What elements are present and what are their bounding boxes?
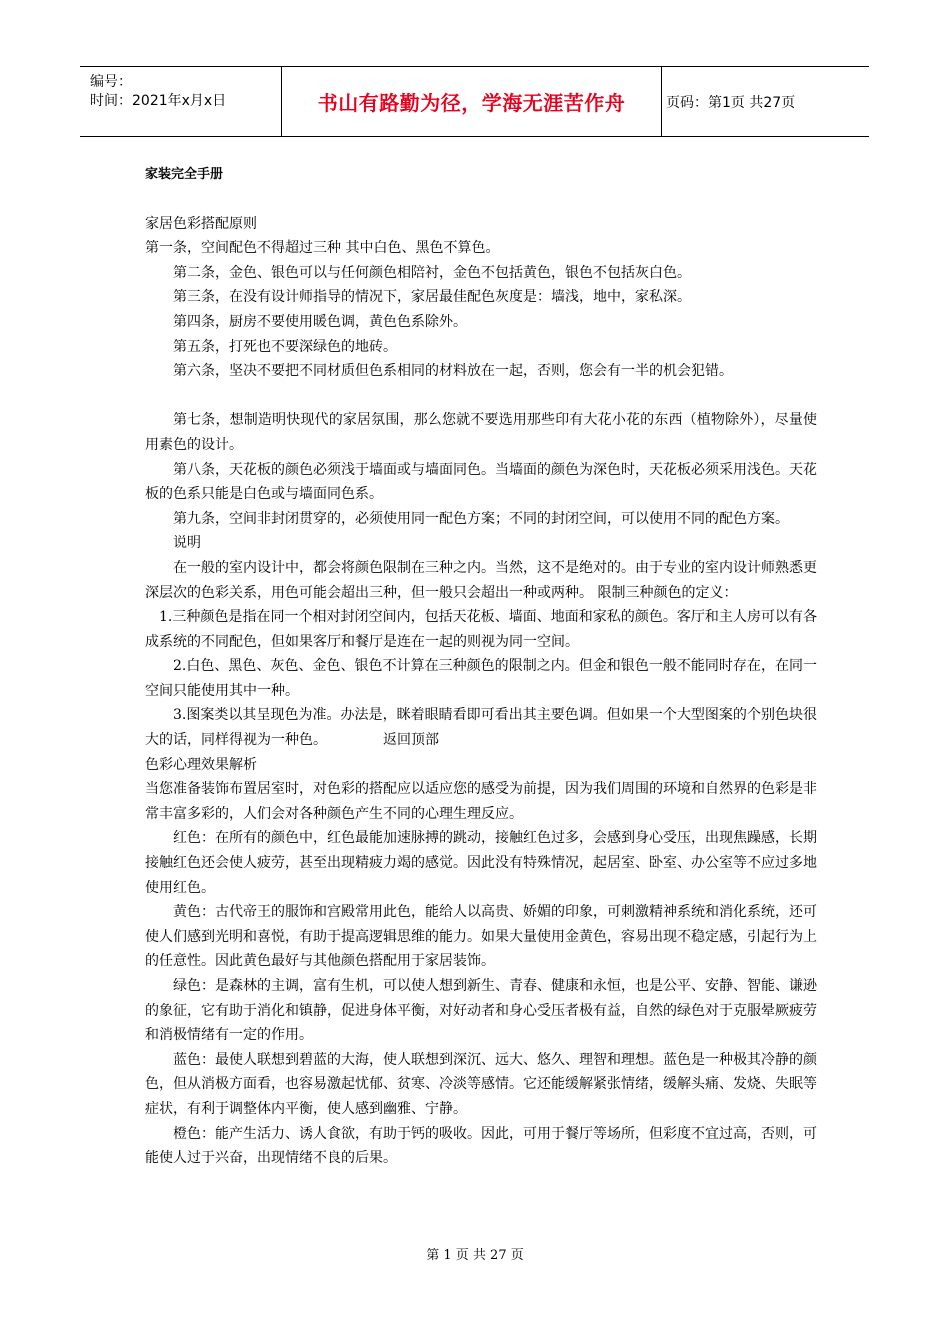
rule-1: 第一条，空间配色不得超过三种 其中白色、黑色不算色。 (145, 240, 500, 257)
definition-item-1: 1.三种颜色是指在同一个相对封闭空间内，包括天花板、墙面、地面和家私的颜色。客厅和主人房可以有各成系统的不同配色，但如果客厅和餐厅是连在一起的则视为同一空间。 (145, 609, 817, 650)
page-header (80, 66, 869, 137)
intro-paragraph: 当您准备装饰布置居室时，对色彩的搭配应以适应您的感受为前提，因为我们周围的环境和自然界的色彩是非常丰富多彩的，人们会对各种颜色产生不同的心理生理反应。 (145, 781, 817, 822)
back-to-top-link[interactable]: 返回顶部 (383, 732, 439, 749)
explain-title: 说明 (173, 535, 201, 552)
explain-paragraph: 在一般的室内设计中，都会将颜色限制在三种之内。当然，这不是绝对的。由于专业的室内设计师熟悉更深层次的色彩关系，用色可能会超出三种，但一般只会超出一种或两种。 限制三种颜色的定义： (145, 559, 817, 601)
header-motto: 书山有路勤为径，学海无涯苦作舟 (282, 67, 662, 136)
color-green-paragraph: 绿色：是森林的主调，富有生机，可以使人想到新生、青春、健康和永恒，也是公平、安静、智能、谦逊的象征，它有助于消化和镇静，促进身体平衡，对好动者和身心受压者极有益，自然的绿色对于克服晕厥疲劳和消极情绪有一定的作用。 (145, 978, 817, 1044)
rule-7: 第七条，想制造明快现代的家居氛围，那么您就不要选用那些印有大花小花的东西（植物除外），尽量使用素色的设计。 (145, 412, 817, 453)
doc-time-label: 时间：2021年x月x日 (90, 93, 227, 109)
blank-line (145, 384, 817, 409)
page-footer: 第 1 页 共 27 页 (426, 1248, 524, 1263)
document-body (145, 163, 817, 1171)
rule-9: 第九条，空间非封闭贯穿的，必须使用同一配色方案；不同的封闭空间，可以使用不同的配色方案。 (173, 510, 789, 527)
definition-item-3-text: 3.图案类以其呈现色为准。办法是，眯着眼睛看即可看出其主要色调。但如果一个大型图案的个别色块很大的话，同样得视为一种色。 (145, 707, 817, 749)
color-orange-paragraph: 橙色：能产生活力、诱人食欲，有助于钙的吸收。因此，可用于餐厅等场所，但彩度不宜过高，否则，可能使人过于兴奋，出现情绪不良的后果。 (145, 1125, 817, 1167)
rule-5: 第五条，打死也不要深绿色的地砖。 (173, 338, 397, 355)
definition-item-2: 2.白色、黑色、灰色、金色、银色不计算在三种颜色的限制之内。但金和银色一般不能同时存在，在同一空间只能使用其中一种。 (145, 658, 817, 699)
document-title: 家装完全手册 (145, 167, 224, 182)
section-title-2: 色彩心理效果解析 (145, 756, 257, 773)
section-title: 家居色彩搭配原则 (145, 215, 257, 232)
rule-6: 第六条，坚决不要把不同材质但色系相同的材料放在一起，否则，您会有一半的机会犯错。 (173, 363, 733, 380)
rule-4: 第四条，厨房不要使用暖色调，黄色色系除外。 (173, 313, 467, 330)
header-info-cell (80, 67, 282, 136)
rule-2: 第二条，金色、银色可以与任何颜色相陪衬，金色不包括黄色，银色不包括灰白色。 (173, 264, 691, 281)
header-page-label: 页码：第1页 共27页 (666, 94, 796, 111)
color-yellow-paragraph: 黄色：古代帝王的服饰和宫殿常用此色，能给人以高贵、娇媚的印象，可刺激精神系统和消化系统，还可使人们感到光明和喜悦，有助于提高逻辑思维的能力。如果大量使用金黄色，容易出现不稳定感，引起行为上的任意性。因此黄色最好与其他颜色搭配用于家居装饰。 (145, 904, 817, 970)
doc-number-label: 编号： (90, 74, 132, 90)
rule-3: 第三条，在没有设计师指导的情况下，家居最佳配色灰度是：墙浅，地中，家私深。 (173, 289, 691, 306)
color-red-paragraph: 红色：在所有的颜色中，红色最能加速脉搏的跳动，接触红色过多，会感到身心受压，出现焦躁感，长期接触红色还会使人疲劳，甚至出现精疲力竭的感觉。因此没有特殊情况，起居室、卧室、办公室等不应过多地使用红色。 (145, 830, 817, 896)
definition-item-3 (145, 703, 817, 752)
color-blue-paragraph: 蓝色：最使人联想到碧蓝的大海，使人联想到深沉、远大、悠久、理智和理想。蓝色是一种极其冷静的颜色，但从消极方面看，也容易激起忧郁、贫寒、冷淡等感情。它还能缓解紧张情绪，缓解头痛、发烧、失眠等症状，有利于调整体内平衡，使人感到幽雅、宁静。 (145, 1051, 817, 1117)
rule-8: 第八条，天花板的颜色必须浅于墙面或与墙面同色。当墙面的颜色为深色时，天花板必须采用浅色。天花板的色系只能是白色或与墙面同色系。 (145, 461, 817, 503)
